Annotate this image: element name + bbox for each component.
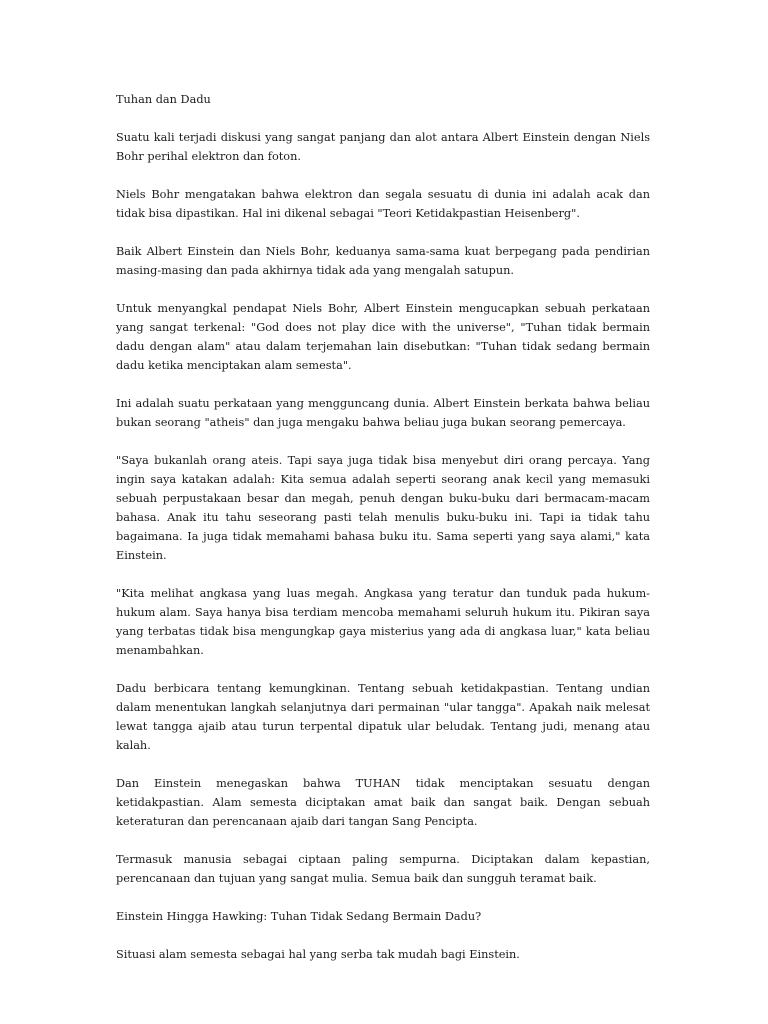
paragraph-closing: Situasi alam semesta sebagai hal yang serba tak mudah bagi Einstein. <box>116 948 520 961</box>
paragraph-god-certainty: Dan Einstein menegaskan bahwa TUHAN tidak menciptakan sesuatu dengan ketidakpastian. Alam semesta diciptakan amat baik dan sangat baik. Dengan sebuah keteraturan dan perencanaan ajaib dari tangan Sang Pencipta. <box>116 777 650 828</box>
paragraph-discussion: Suatu kali terjadi diskusi yang sangat panjang dan alot antara Albert Einstein dengan Niels Bohr perihal elektron dan foton. <box>116 131 650 163</box>
paragraph-human-creation: Termasuk manusia sebagai ciptaan paling sempurna. Diciptakan dalam kepastian, perencanaan dan tujuan yang sangat mulia. Semua baik dan sungguh teramat baik. <box>116 853 650 885</box>
document-body <box>116 90 650 964</box>
paragraph-bohr-uncertainty: Niels Bohr mengatakan bahwa elektron dan segala sesuatu di dunia ini adalah acak dan tidak bisa dipastikan. Hal ini dikenal sebagai "Teori Ketidakpastian Heisenberg". <box>116 188 650 220</box>
paragraph-dice-probability: Dadu berbicara tentang kemungkinan. Tentang sebuah ketidakpastian. Tentang undian dalam menentukan langkah selanjutnya dari permainan "ular tangga". Apakah naik melesat lewat tangga ajaib atau turun terpental dipatuk ular beludak. Tentang judi, menang atau kalah. <box>116 682 650 752</box>
paragraph-god-dice-quote: Untuk menyangkal pendapat Niels Bohr, Albert Einstein mengucapkan sebuah perkataan yang sangat terkenal: "God does not play dice with the universe", "Tuhan tidak bermain dadu dengan alam" atau dalam terjemahan lain disebutkan: "Tuhan tidak sedang bermain dadu ketika menciptakan alam semesta". <box>116 302 650 372</box>
paragraph-sky-quote: "Kita melihat angkasa yang luas megah. Angkasa yang teratur dan tunduk pada hukum-hukum alam. Saya hanya bisa terdiam mencoba memahami seluruh hukum itu. Pikiran saya yang terbatas tidak bisa mengungkap gaya misterius yang ada di angkasa luar," kata beliau menambahkan. <box>116 587 650 657</box>
section-subheading: Einstein Hingga Hawking: Tuhan Tidak Sedang Bermain Dadu? <box>116 910 482 923</box>
paragraph-not-atheist: Ini adalah suatu perkataan yang mengguncang dunia. Albert Einstein berkata bahwa beliau bukan seorang "atheis" dan juga mengaku bahwa beliau juga bukan seorang pemercaya. <box>116 397 650 429</box>
paragraph-both-firm: Baik Albert Einstein dan Niels Bohr, keduanya sama-sama kuat berpegang pada pendirian masing-masing dan pada akhirnya tidak ada yang mengalah satupun. <box>116 245 650 277</box>
document-title: Tuhan dan Dadu <box>116 93 211 106</box>
paragraph-library-quote: "Saya bukanlah orang ateis. Tapi saya juga tidak bisa menyebut diri orang percaya. Yang ingin saya katakan adalah: Kita semua adalah seperti seorang anak kecil yang memasuki sebuah perpustakaan besar dan megah, penuh dengan buku-buku dari bermacam-macam bahasa. Anak itu tahu seseorang pasti telah menulis buku-buku ini. Tapi ia tidak tahu bagaimana. Ia juga tidak memahami bahasa buku itu. Sama seperti yang saya alami," kata Einstein. <box>116 454 650 562</box>
